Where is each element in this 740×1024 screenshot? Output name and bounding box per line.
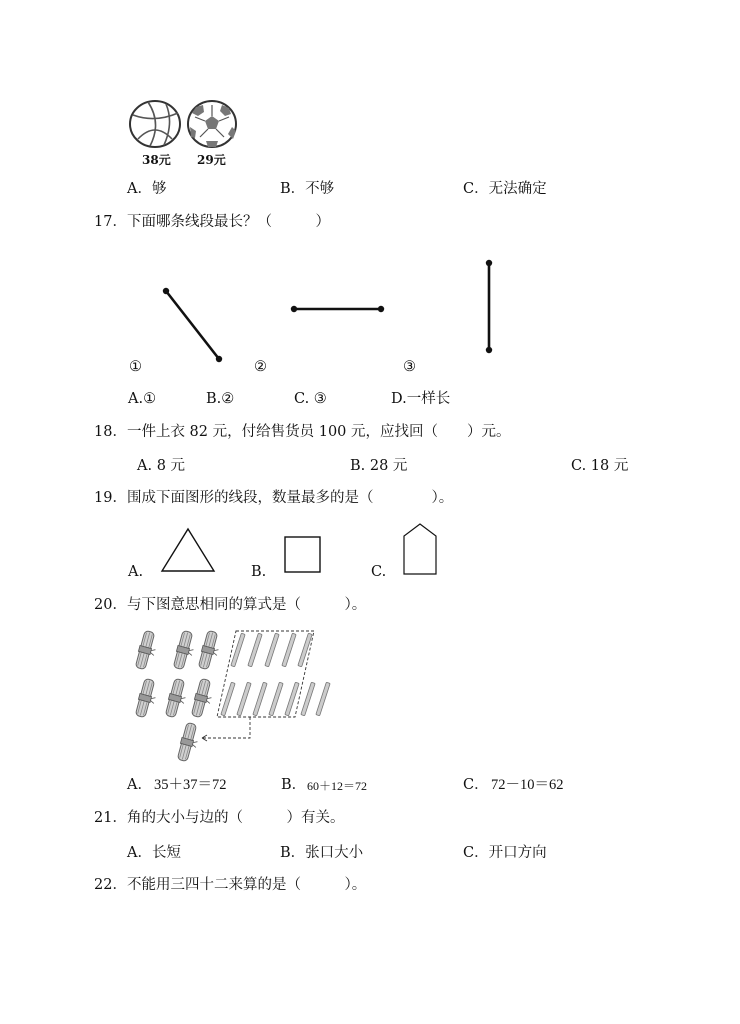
counting-sticks-figure [130, 625, 340, 770]
q16-option-a[interactable]: A．够 [127, 181, 167, 197]
dashed-group-outline [217, 631, 314, 717]
q17-option-d[interactable]: D.一样长 [391, 391, 451, 407]
q20-option-c[interactable]: C． [463, 777, 489, 793]
q21-option-b[interactable]: B．张口大小 [280, 845, 364, 861]
segment-label-3: ③ [403, 359, 416, 375]
q18-question: 18．一件上衣 82 元，付给售货员 100 元，应找回（ ）元。 [94, 424, 511, 440]
stick-bundles [134, 630, 222, 763]
segment-label-1: ① [129, 359, 142, 375]
q19-option-a[interactable]: A. [128, 564, 144, 580]
q20-equation-b: 60＋12＝72 [307, 779, 368, 793]
q21-option-c[interactable]: C．开口方向 [463, 845, 547, 861]
q16-option-b[interactable]: B．不够 [280, 181, 335, 197]
q19-option-c[interactable]: C. [371, 564, 387, 580]
square-shape [284, 536, 322, 574]
triangle-shape [160, 527, 216, 573]
q22-question: 22．不能用三四十二来算的是（ ）。 [94, 877, 367, 893]
segment-1 [163, 288, 222, 362]
loose-sticks-row-2 [221, 682, 330, 716]
q20-question: 20．与下图意思相同的算式是（ ）。 [94, 597, 367, 613]
q17-option-a[interactable]: A.① [128, 391, 157, 407]
q20-option-b[interactable]: B． [281, 777, 307, 793]
q19-option-b[interactable]: B. [251, 564, 267, 580]
q18-option-b[interactable]: B. 28 元 [350, 458, 408, 474]
segment-3 [486, 260, 492, 353]
soccer-ball-price: 29元 [197, 153, 226, 167]
dashed-arrow [202, 717, 250, 738]
q20-equation-c: 72－10＝62 [491, 777, 564, 793]
q20-option-a[interactable]: A． [127, 777, 152, 793]
pentagon-shape [403, 523, 437, 575]
q16-option-c[interactable]: C．无法确定 [463, 181, 547, 197]
segment-label-2: ② [254, 359, 267, 375]
q17-option-c[interactable]: C. ③ [294, 391, 327, 407]
loose-sticks-row-1 [231, 633, 312, 667]
q18-option-a[interactable]: A. 8 元 [137, 458, 186, 474]
q19-question: 19．围成下面图形的线段，数量最多的是（ ）。 [94, 490, 454, 506]
q21-question: 21．角的大小与边的（ ）有关。 [94, 810, 345, 826]
q20-equation-a: 35＋37＝72 [154, 777, 227, 793]
q17-question: 17．下面哪条线段最长？（ ） [94, 214, 330, 230]
segment-2 [291, 306, 384, 312]
basketball-price: 38元 [142, 153, 171, 167]
q21-option-a[interactable]: A．长短 [127, 845, 181, 861]
q18-option-c[interactable]: C. 18 元 [571, 458, 629, 474]
q17-segments-figure [0, 0, 740, 400]
q17-option-b[interactable]: B.② [206, 391, 235, 407]
